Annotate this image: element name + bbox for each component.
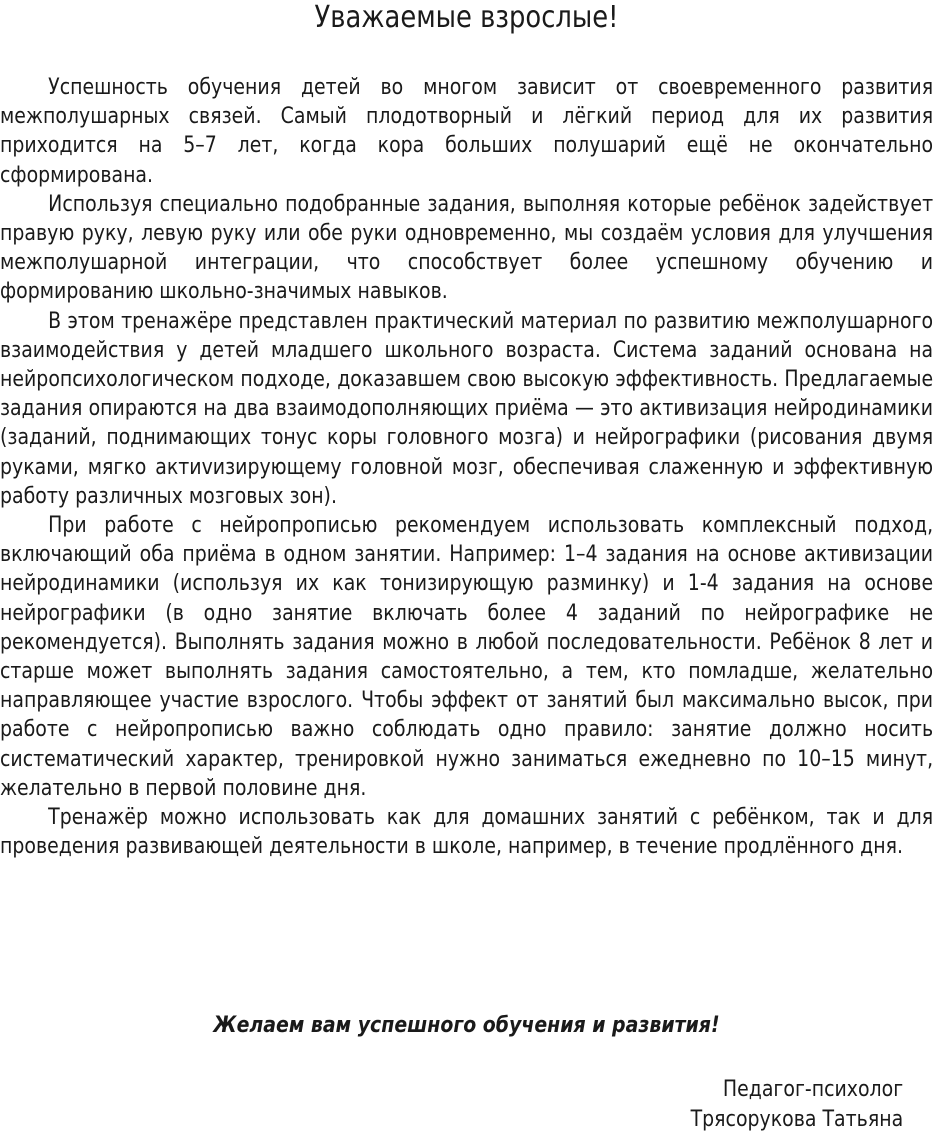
body-text: [0, 73, 933, 861]
paragraph-3: В этом тренажёре представлен практический материал по развитию межполушарного взаимодействия у детей младшего школьного возраста. Система заданий основана на нейропсихологическом подходе, доказавшем свою высокую эффективность. Предлагаемые задания опираются на два взаимодополняющих приёма — это активизация нейродинамики (заданий, поднимающих тонус коры головного мозга) и нейрографики (рисования двумя руками, мягко актиvизирующему головной мозг, обеспечивая слаженную и эффективную работу различных мозговых зон).: [0, 308, 933, 509]
paragraph-5: Тренажёр можно использовать как для домашних занятий с ребёнком, так и для проведения развивающей деятельности в школе, например, в течение продлённого дня.: [0, 805, 933, 860]
closing-wish: Желаем вам успешного обучения и развития!: [213, 1013, 720, 1038]
signature-name: Трясорукова Татьяна: [690, 1107, 903, 1132]
paragraph-2: Используя специально подобранные задания, выполняя которые ребёнок задействует правую руку, левую руку или обе руки одновременно, мы создаём условия для улучшения межполушарной интеграции, что способствует более успешному обучению и формированию школьно-значимых навыков.: [0, 191, 933, 305]
signature-role: Педагог-психолог: [722, 1077, 903, 1102]
signature-block: [690, 1075, 903, 1135]
page-title: Уважаемые взрослые!: [314, 0, 619, 35]
paragraph-4: При работе с нейропрописью рекомендуем использовать комплексный подход, включающий оба приёма в одном занятии. Например: 1–4 задания на основе активизации нейродинамики (используя их как тонизирующую разминку) и 1-4 задания на основе нейрографики (в одно занятие включать более 4 заданий по нейрографике не рекомендуется). Выполнять задания можно в любой последовательности. Ребёнок 8 лет и старше может выполнять задания самостоятельно, а тем, кто помладше, желательно направляющее участие взрослого. Чтобы эффект от занятий был максимально высок, при работе с нейропрописью важно соблюдать одно правило: занятие должно носить систематический характер, тренировкой нужно заниматься ежедневно по 10–15 минут, желательно в первой половине дня.: [0, 513, 933, 801]
paragraph-1: Успешность обучения детей во многом зависит от своевременного развития межполушарных связей. Самый плодотворный и лёгкий период для их развития приходится на 5–7 лет, когда кора больших полушарий ещё не окончательно сформирована.: [0, 75, 933, 188]
